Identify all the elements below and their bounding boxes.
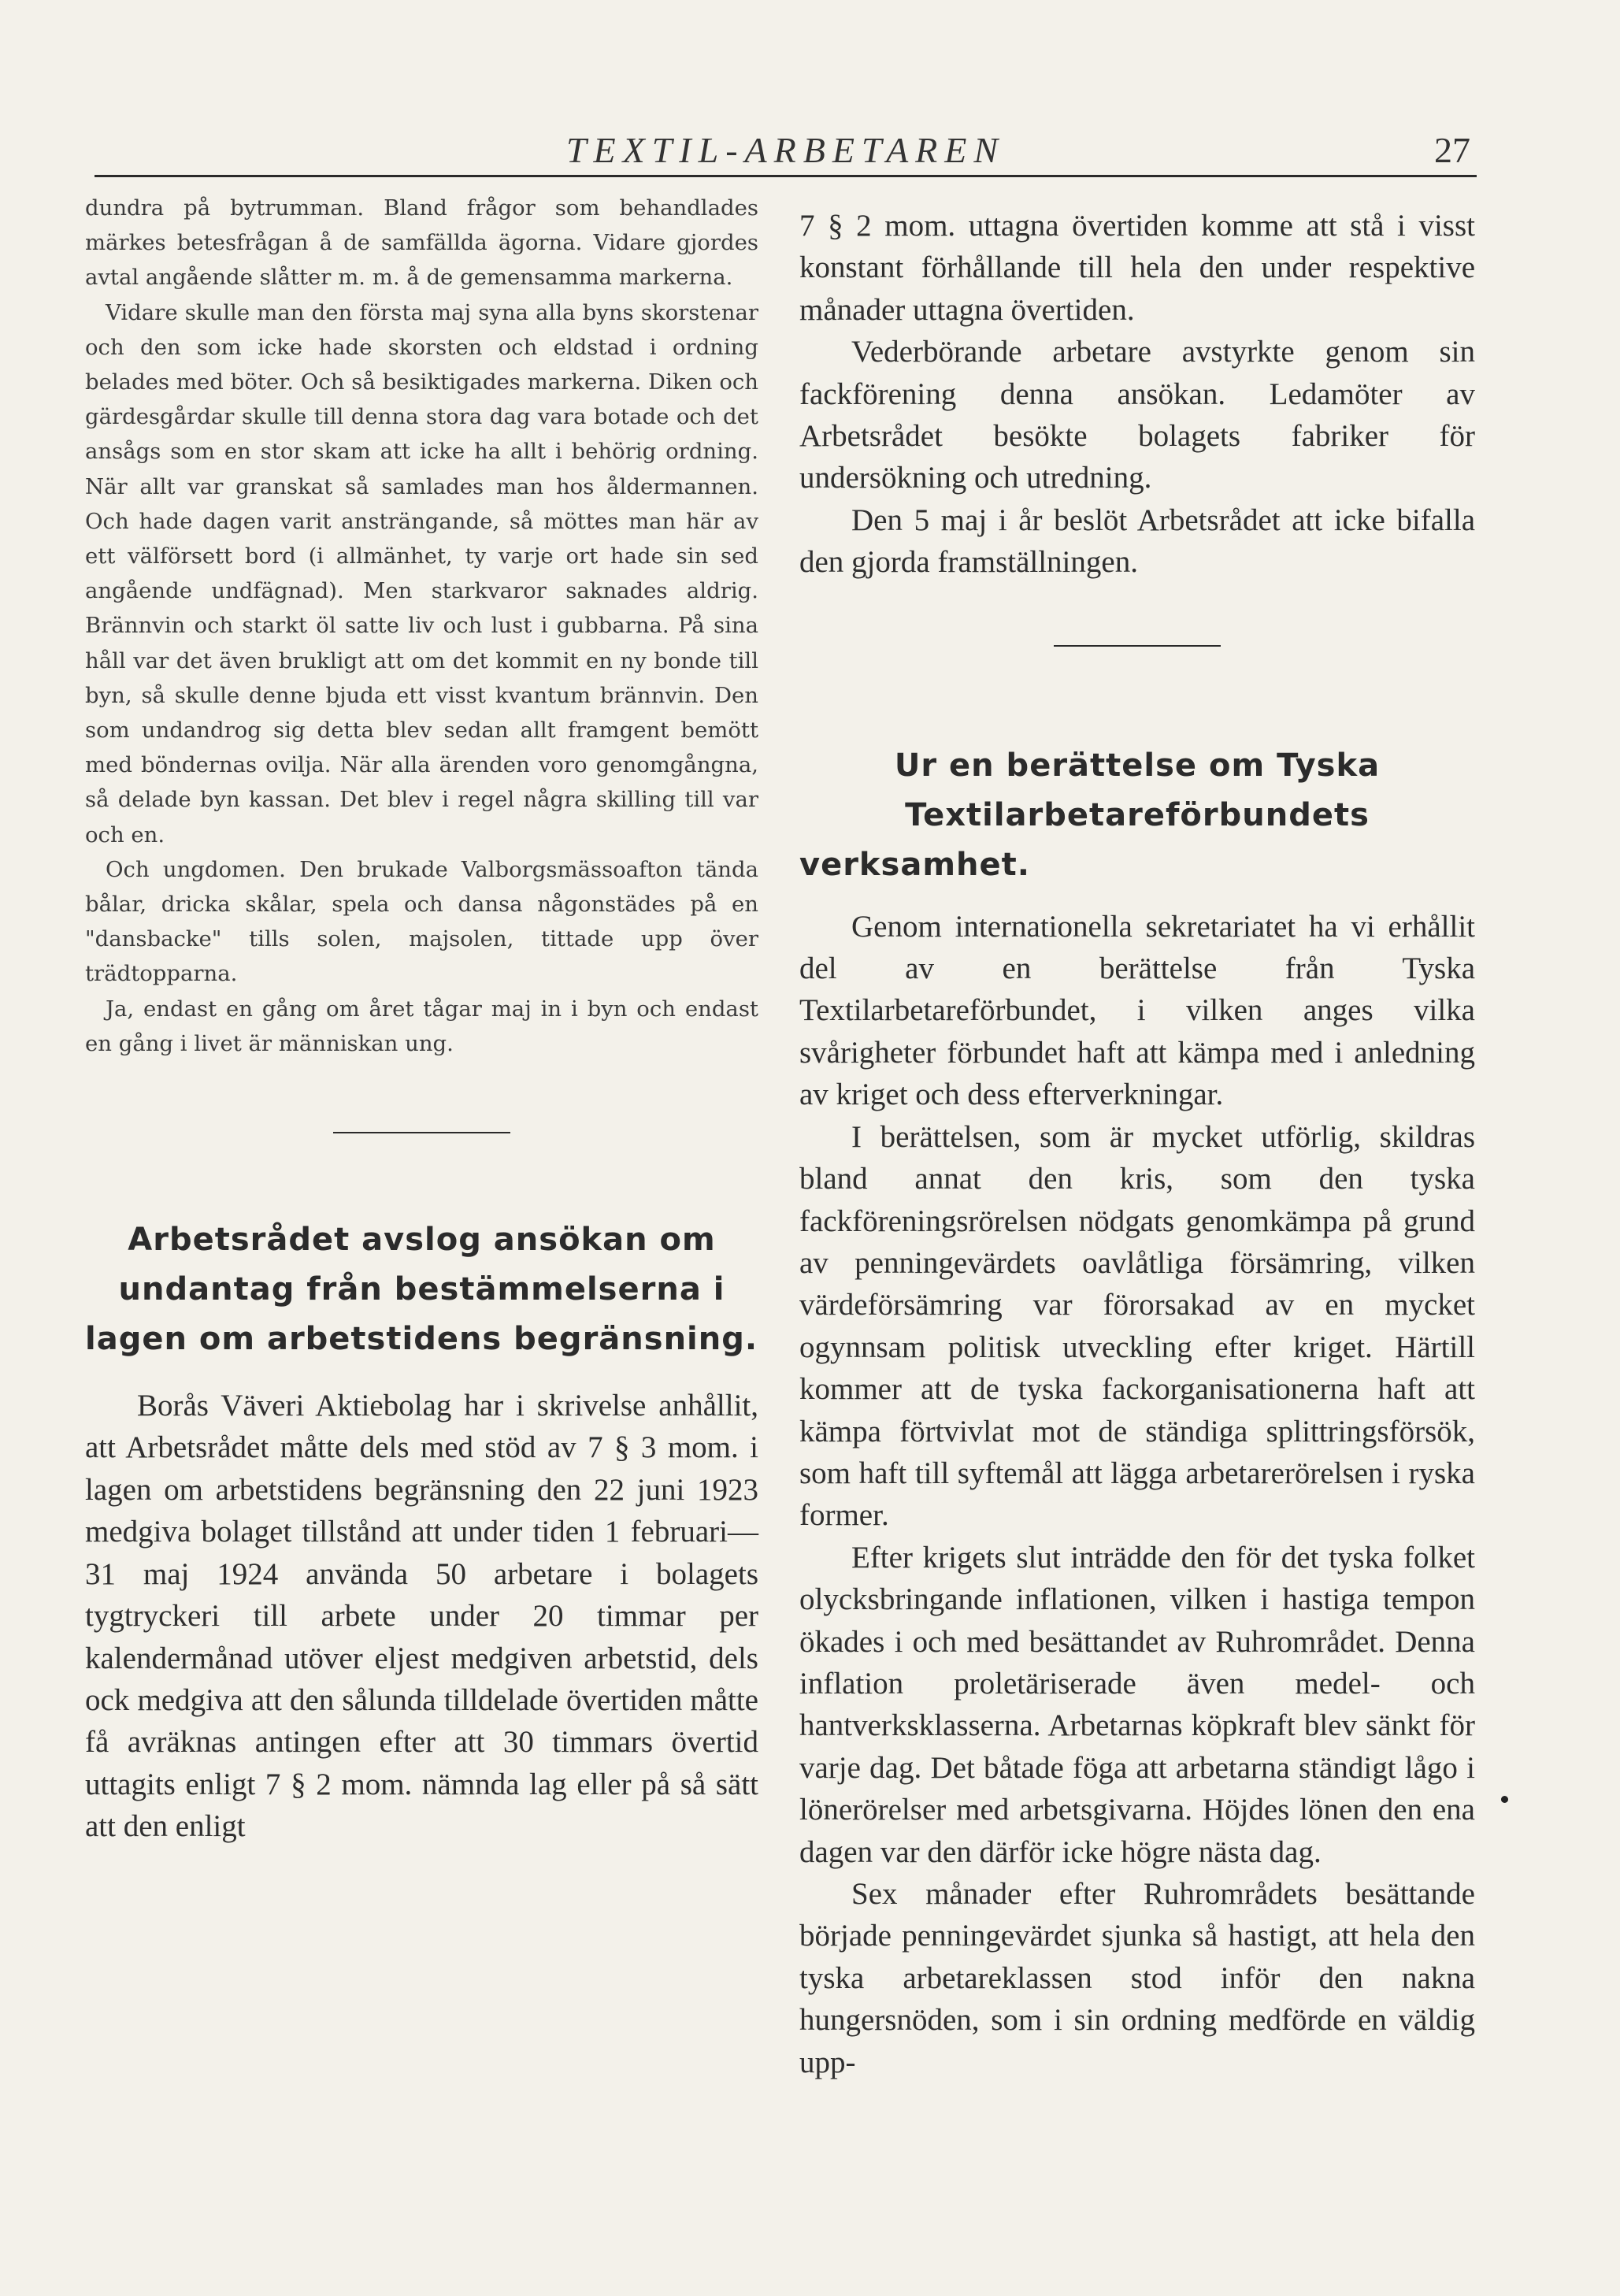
body-paragraph: Den 5 maj i år beslöt Arbetsrådet att icke bifalla den gjorda framställningen. [799,503,1475,580]
left-column [85,191,758,1848]
body-paragraph: Vederbörande arbetare avstyrkte genom sin fackförening denna ansökan. Ledamöter av Arbetsrådet besökte bolagets fabriker för undersökning och utredning. [799,335,1475,495]
article-paragraph: I berättelsen, som är mycket utförlig, skildras bland annat den kris, som den tyska fackföreningsrörelsen nödgats genomkämpa på grund av penningevärdets oavlåtliga försämring, vilken värdeförsämring var förorsakad av en mycket ogynnsam politisk utveckling efter kriget. Härtill kommer att de tyska fackorganisationerna haft att kämpa förtvivlat mot de ständiga splittringsförsök, som haft till syftemål att lägga arbetarerörelsen i ryska former. [799,1119,1475,1533]
journal-title: TEXTIL-ARBETAREN [565,130,1006,170]
article-paragraph: Borås Väveri Aktiebolag har i skrivelse anhållit, att Arbetsrådet måtte dels med stöd av 7 § 3 mom. i lagen om arbetstidens begränsning den 22 juni 1923 medgiva bolaget tillstånd att under tiden 1 februari—31 maj 1924 använda 50 arbetare i bolagets tygtryckeri till arbete under 20 timmar per kalendermånad utöver eljest medgiven arbetstid, dels ock medgiva att den sålunda tilldelade övertiden måtte få avräknas antingen efter att 30 timmars övertid uttagits enligt 7 § 2 mom. nämnda lag eller på så sätt att den enligt [85,1389,758,1844]
article-paragraph: Genom internationella sekretariatet ha vi erhållit del av en berättelse från Tyska Textilarbetareförbundet, i vilken anges vilka svårigheter förbundet haft att kämpa med i anledning av kriget och dess efterverkningar. [799,909,1475,1112]
body-paragraph: Vidare skulle man den första maj syna alla byns skorstenar och den som icke hade skorsten och eldstad i ordning belades med böter. Och så besiktigades markerna. Diken och gärdesgårdar skulle till denna stora dag vara botade och det ansågs som en stor skam att icke ha allt i behörig ordning. När allt var granskat så samlades man hos åldermannen. Och hade dagen varit ansträngande, så möttes man här av ett välförsett bord (i allmänhet, ty varje ort hade sin sed angående undfägnad). Men starkvaror saknades aldrig. Brännvin och starkt öl satte liv och lust i gubbarna. På sina håll var det även brukligt att om det kommit en ny bonde till byn, så skulle denne bjuda ett visst kvantum brännvin. Den som undandrog sig detta blev sedan allt framgent bemött med böndernas ovilja. När alla ärenden voro genomgångna, så delade byn kassan. Det blev i regel några skilling till var och en. [85,299,758,848]
body-paragraph: Och ungdomen. Den brukade Valborgsmässoafton tända bålar, dricka skålar, spela och dansa någonstädes på en "dansbacke" tills solen, majsolen, tittade upp över trädtopparna. [85,856,758,987]
body-paragraph: 7 § 2 mom. uttagna övertiden komme att stå i visst konstant förhållande till hela den under respektive månader uttagna övertiden. [799,209,1475,327]
article-paragraph: Sex månader efter Ruhrområdets besättande började penningevärdet sjunka så hastigt, att hela den tyska arbetareklassen stod inför den nakna hungersnöden, som i sin ordning medförde en väldig upp- [799,1877,1475,2079]
page-number: 27 [1434,130,1470,170]
article-headline: Ur en berättelse om Tyska Textilarbetareförbundets verksamhet. [799,747,1381,883]
body-paragraph: dundra på bytrumman. Bland frågor som behandlades märkes betesfrågan å de samfällda ägorna. Vidare gjordes avtal angående slåtter m. m. å de gemensamma markerna. [85,195,758,291]
ink-speck [1501,1796,1508,1803]
body-paragraph: Ja, endast en gång om året tågar maj in i byn och endast en gång i livet är människan ung. [85,996,758,1056]
running-header [95,126,1477,177]
right-column [799,191,1475,2083]
article-headline: Arbetsrådet avslog ansökan om undantag från bestämmelserna i lagen om arbetstidens begränsning. [85,1222,758,1358]
article-paragraph: Efter krigets slut inträdde den för det tyska folket olycksbringande inflationen, vilken i hastiga tempon ökades i och med besättandet av Ruhrområdet. Denna inflation proletäriserade även medel- och hantverksklasserna. Arbetarnas köpkraft blev sänkt för varje dag. Det båtade föga att arbetarna ständigt lågo i lönerörelser med arbetsgivarna. Höjdes lönen den ena dagen var den därför icke högre nästa dag. [799,1540,1475,1869]
